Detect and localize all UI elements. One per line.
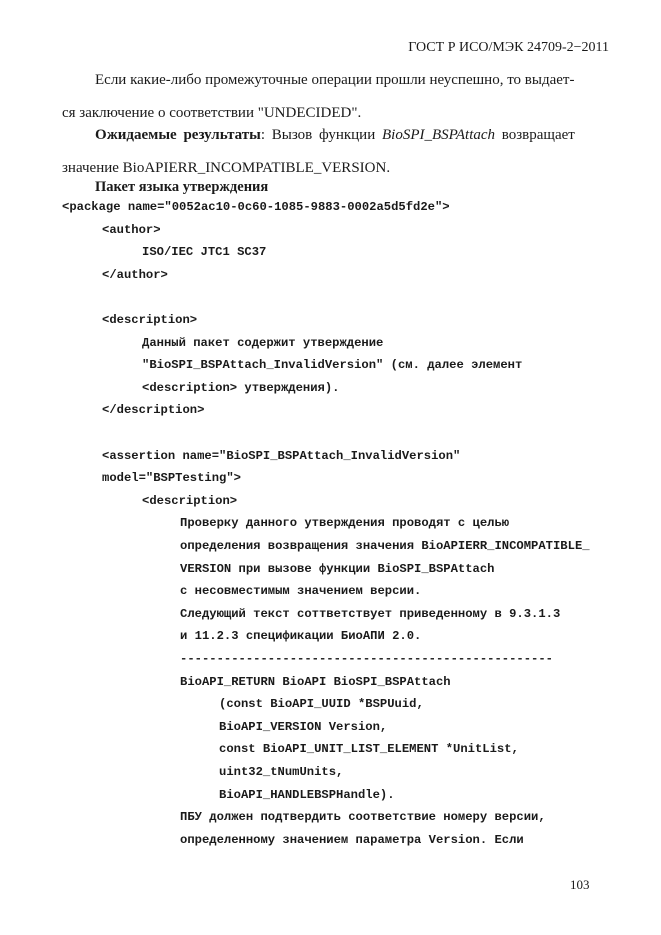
code-line: <description> <box>142 493 238 508</box>
code-line: Данный пакет содержит утверждение <box>142 335 384 350</box>
code-line: "BioSPI_BSPAttach_InvalidVersion" (см. далее элемент <box>142 358 523 373</box>
code-line: <description> утверждения). <box>142 380 340 395</box>
code-line: (const BioAPI_UUID *BSPUuid, <box>219 697 424 712</box>
code-line: BioAPI_RETURN BioAPI BioSPI_BSPAttach <box>180 674 451 689</box>
code-line: Проверку данного утверждения проводят с целью <box>180 516 510 531</box>
code-line: <author> <box>102 222 161 237</box>
code-line: <description> <box>102 313 198 327</box>
paragraph-line <box>62 119 602 152</box>
code-line: <assertion name="BioSPI_BSPAttach_InvalidVersion" <box>102 448 461 463</box>
code-line: BioAPI_HANDLEBSPHandle). <box>219 787 395 802</box>
code-line: ISO/IEC JTC1 SC37 <box>142 245 267 260</box>
colon: : <box>260 127 265 143</box>
code-line: Следующий текст соттветствует приведенному в 9.3.1.3 <box>180 606 561 621</box>
document-header: ГОСТ Р ИСО/МЭК 24709-2−2011 <box>408 40 609 55</box>
section-heading: Пакет языка утверждения <box>95 179 269 195</box>
code-line: ПБУ должен подтвердить соответствие номеру версии, <box>180 810 546 825</box>
code-line: с несовместимым значением версии. <box>180 584 422 599</box>
code-line: --------------------------------------------------- <box>180 652 553 666</box>
expected-results-label: Ожидаемые результаты <box>95 127 261 143</box>
text: возвращает <box>495 127 575 143</box>
code-line: </author> <box>102 267 168 282</box>
paragraph-line: значение BioAPIERR_INCOMPATIBLE_VERSION. <box>62 160 391 176</box>
paragraph-expected-results <box>62 119 602 185</box>
code-line: определенному значением параметра Version. Если <box>180 832 524 847</box>
text: Вызов функции <box>264 127 382 143</box>
code-line: model="BSPTesting"> <box>102 471 241 486</box>
code-line: определения возвращения значения BioAPIERR_INCOMPATIBLE_ <box>180 539 590 553</box>
code-line: и 11.2.3 спецификации БиоАПИ 2.0. <box>180 629 422 644</box>
code-line: const BioAPI_UNIT_LIST_ELEMENT *UnitList, <box>219 742 519 757</box>
paragraph-line: Если какие-либо промежуточные операции прошли неуспешно, то выдает- <box>95 72 575 88</box>
code-line: </description> <box>102 403 205 418</box>
paragraph-line: ся заключение о соответствии "UNDECIDED". <box>62 105 362 121</box>
page-number: 103 <box>570 877 590 892</box>
code-line: <package name="0052ac10-0c60-1085-9883-0002a5d5fd2e"> <box>62 200 450 214</box>
code-line: BioAPI_VERSION Version, <box>219 719 388 734</box>
code-line: VERSION при вызове функции BioSPI_BSPAttach <box>180 561 495 576</box>
code-line: uint32_tNumUnits, <box>219 765 344 779</box>
function-name: BioSPI_BSPAttach <box>381 127 496 143</box>
